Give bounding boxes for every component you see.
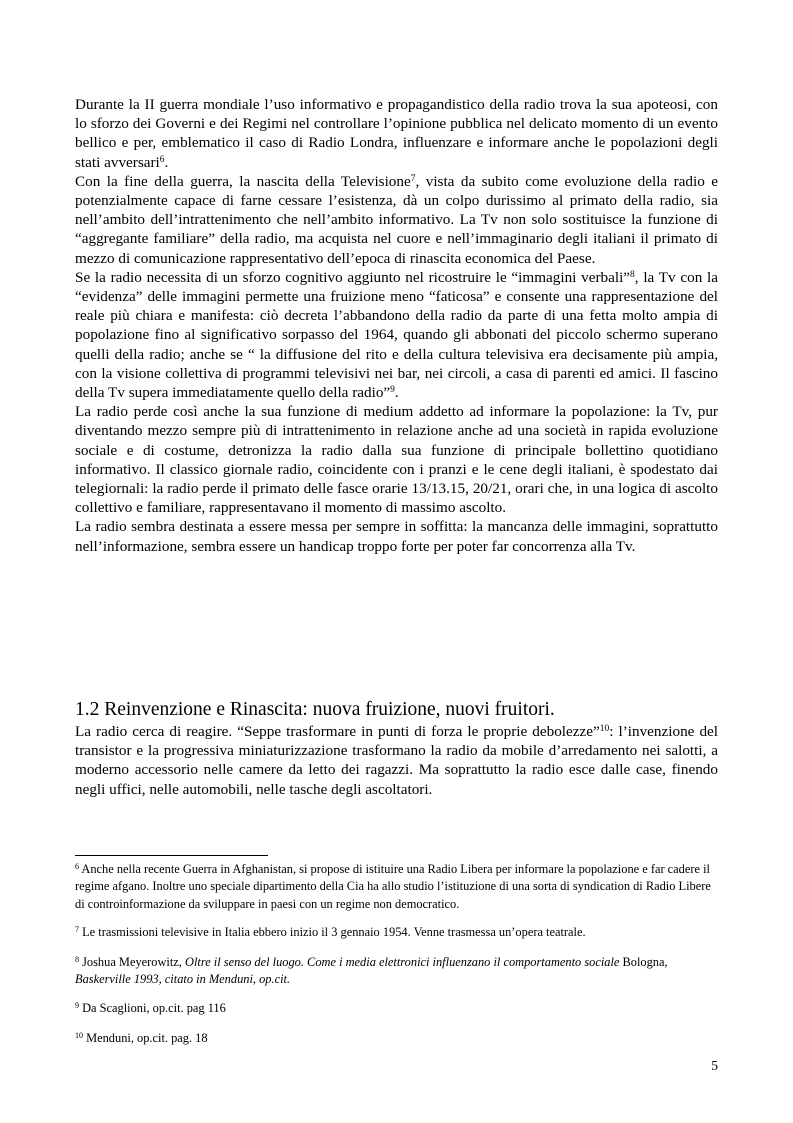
footnote-9 [75, 1000, 718, 1017]
footnote-place: Bologna, [619, 955, 668, 969]
section-heading: 1.2 Reinvenzione e Rinascita: nuova fruizione, nuovi fruitori. [75, 699, 555, 720]
footnote-number: 7 [75, 925, 79, 934]
footnote-ref-8[interactable]: 8 [630, 269, 635, 280]
footnote-ref-9[interactable]: 9 [390, 385, 395, 396]
footnote-publisher: Baskerville 1993, citato in Menduni, op.cit. [75, 972, 291, 987]
footnote-text: Menduni, op.cit. pag. 18 [83, 1031, 208, 1045]
footnote-separator [75, 855, 268, 856]
footnote-10 [75, 1030, 718, 1047]
paragraph-1-text: Durante la II guerra mondiale l’uso informativo e propagandistico della radio trova la sua apoteosi, con lo sforzo dei Governi e dei Regimi nel controllare l’opinione pubblica nel delicato momento di un evento bellico e per, emblematico il caso di Radio Londra, influenzare e informare anche le popolazioni degli stati avversari [75, 96, 718, 171]
paragraph-1 [75, 95, 718, 172]
paragraph-4: La radio perde così anche la sua funzione di medium addetto ad informare la popolazione: la Tv, pur diventando mezzo sempre più di intrattenimento in relazione anche ad una società in rapida evoluzione sociale e di costume, detronizza la radio dalla sua funzione di principale bollettino quotidiano informativo. Il classico giornale radio, coincidente con i pranzi e le cene degli italiani, è spodestato dai telegiornali: la radio perde il primato delle fasce orarie 13/13.15, 20/21, orari che, in una logica di ascolto collettivo e familiare, rappresentavano il momento di massimo ascolto. [75, 403, 718, 517]
footnote-8 [75, 954, 718, 989]
section-paragraph [75, 722, 718, 799]
footnote-author: Joshua Meyerowitz, [79, 955, 185, 969]
footnote-number: 6 [75, 862, 79, 871]
footnote-ref-6[interactable]: 6 [159, 154, 165, 165]
paragraph-2-end: , vista da subito come evoluzione della radio e potenzialmente capace di farne cessare l’esistenza, dà un colpo durissimo al primato della radio, sia nell’ambito dell’intrattenimento che nell’ambito informativo. La Tv non solo sostituisce la funzione di “aggregante familiare” della radio, ma acquista nel cuore e nell’immaginario degli italiani il primato di mezzo di comunicazione rappresentativo dell’epoca di rinascita economica del Paese. [75, 172, 718, 267]
paragraph-3-middle: , la Tv con la “evidenza” delle immagini permette una fruizione meno “faticosa” e consente una rappresentazione del reale più chiara e manifesta: ciò decreta l’abbandono della radio da parte di una fetta molto ampia di popolazione fino al significativo sorpasso del 1964, quando gli abbonati del piccolo schermo superano quelli della radio; anche se “ la diffusione del rito e della cultura televisiva era decisamente più ampia, con la visione collettiva di programmi televisivi nei bar, nei circoli, a casa di parenti ed amici. Il fascino della Tv supera immediatamente quello della radio” [75, 268, 718, 402]
footnote-text: Anche nella recente Guerra in Afghanistan, si propose di istituire una Radio Libera per informare la popolazione e far cadere il regime afgano. Inoltre uno speciale dipartimento della Cia ha allo studio l’istituzione di una sorta di syndication di Radio Libere di controinformazione da sviluppare in paesi con un regime non democratico. [75, 862, 711, 911]
paragraph-3-end: . [394, 384, 399, 402]
section-paragraph-text: La radio cerca di reagire. “Seppe trasformare in punti di forza le proprie debolezze” [75, 723, 600, 740]
paragraph-1-end: . [164, 153, 169, 171]
section-text [75, 722, 718, 799]
footnote-text: Da Scaglioni, op.cit. pag 116 [79, 1001, 226, 1015]
body-text [75, 95, 718, 556]
footnote-number: 8 [75, 955, 79, 964]
footnote-book-title: Oltre il senso del luogo. Come i media elettronici influenzano il comportamento sociale [185, 955, 620, 969]
section-paragraph-end: : l’invenzione del transistor e la progressiva miniaturizzazione trasformano la radio da mobile d’arredamento nei salotti, a moderno accessorio nelle camere da letto dei ragazzi. Ma soprattutto la radio esce dalle case, finendo negli uffici, nelle automobili, nelle tasche degli ascoltatori. [75, 723, 719, 798]
footnote-6 [75, 861, 718, 913]
footnote-number: 9 [75, 1001, 79, 1010]
paragraph-3-text: Se la radio necessita di un sforzo cognitivo aggiunto nel ricostruire le “immagini verbali” [75, 268, 631, 286]
paragraph-2 [75, 172, 718, 268]
page-number: 5 [711, 1058, 718, 1073]
paragraph-3 [75, 268, 718, 402]
paragraph-5: La radio sembra destinata a essere messa per sempre in soffitta: la mancanza delle immagini, soprattutto nell’informazione, sembra essere un handicap troppo forte per poter far concorrenza alla Tv. [75, 518, 718, 555]
footnote-ref-7[interactable]: 7 [410, 173, 416, 184]
footnote-number: 10 [75, 1031, 83, 1040]
footnote-ref-10[interactable]: 10 [599, 724, 610, 734]
footnote-text: Le trasmissioni televisive in Italia ebbero inizio il 3 gennaio 1954. Venne trasmessa un’opera teatrale. [79, 925, 586, 939]
paragraph-2-text: Con la fine della guerra, la nascita della Televisione [75, 172, 411, 190]
footnote-7 [75, 924, 718, 941]
